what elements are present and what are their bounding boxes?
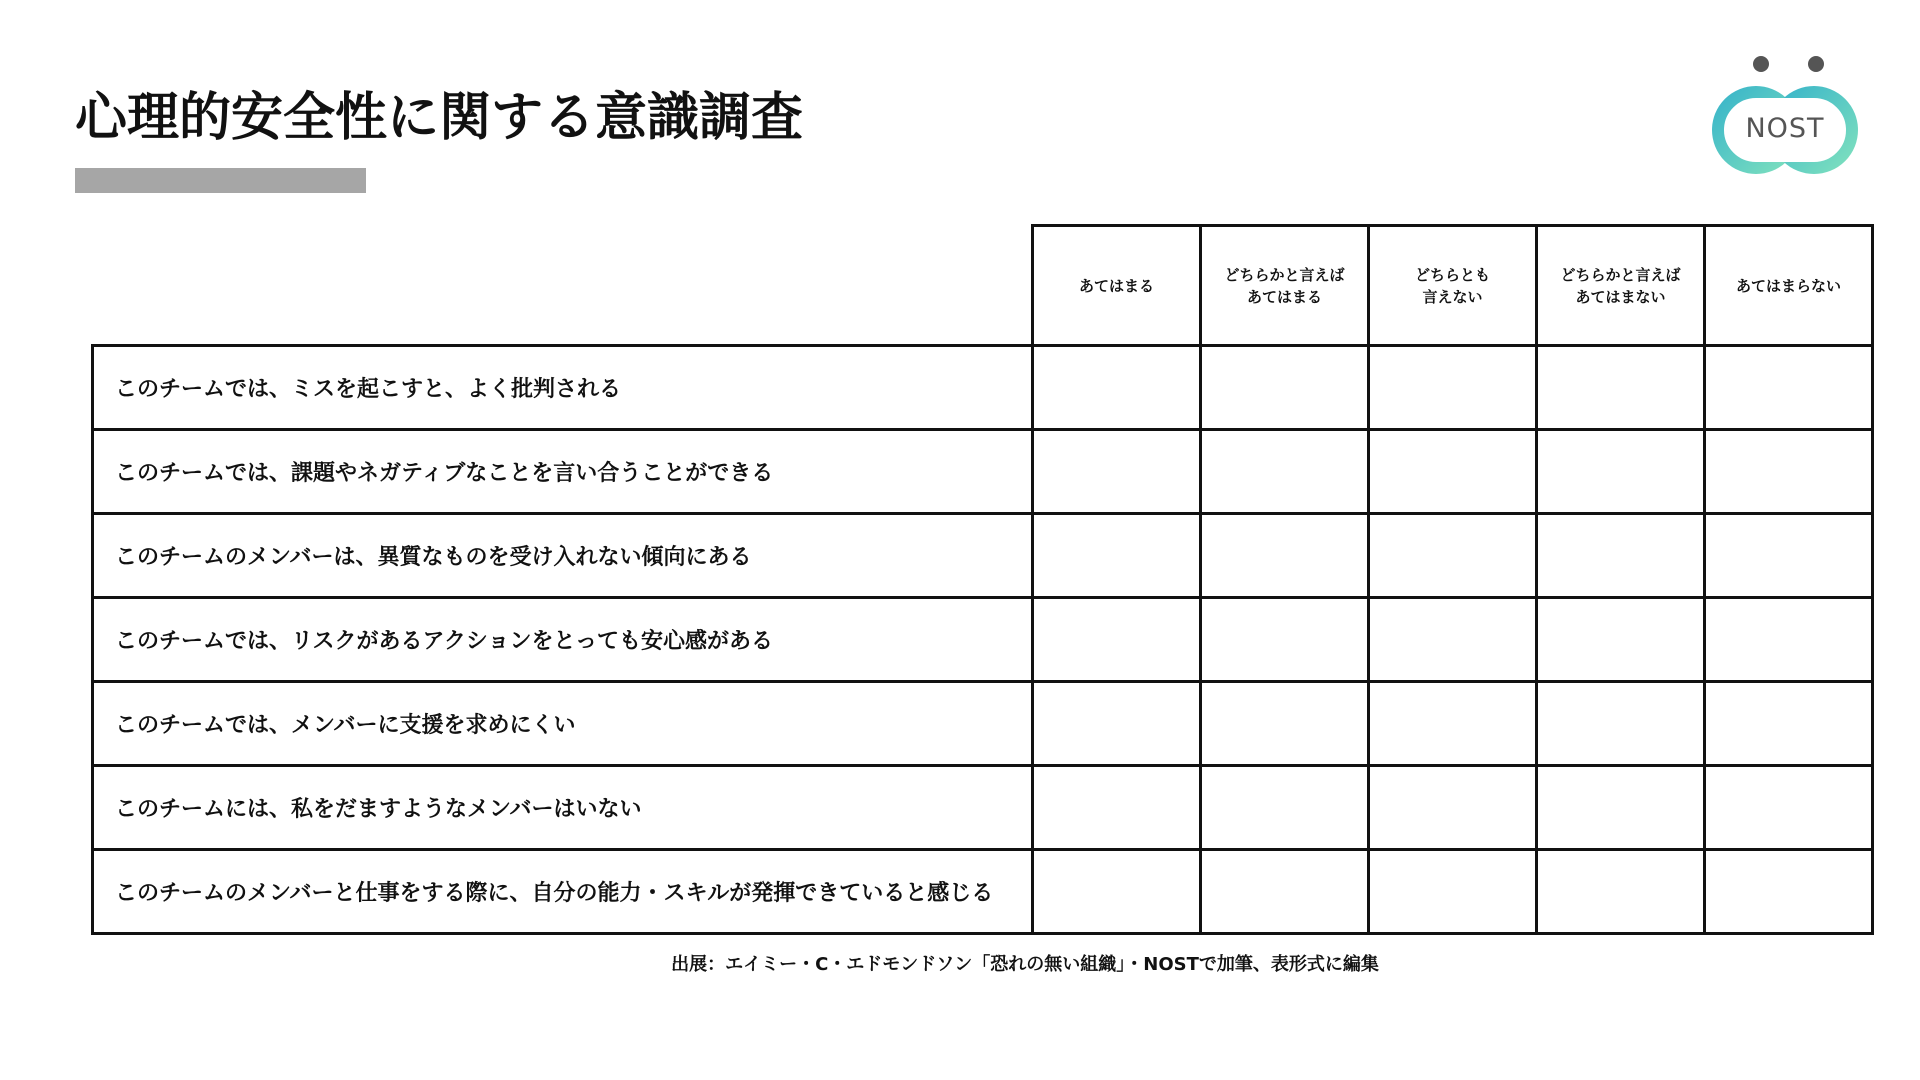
logo-text: NOST	[1745, 113, 1825, 144]
question-text: このチームでは、ミスを起こすと、よく批判される	[93, 346, 1033, 430]
column-header: どちらかと言えば あてはまる	[1201, 226, 1369, 346]
answer-cell[interactable]	[1705, 430, 1873, 514]
answer-cell[interactable]	[1033, 850, 1201, 934]
header-blank-cell	[93, 226, 1033, 346]
answer-cell[interactable]	[1537, 682, 1705, 766]
answer-cell[interactable]	[1705, 598, 1873, 682]
table-row	[93, 430, 1873, 514]
question-text: このチームでは、メンバーに支援を求めにくい	[93, 682, 1033, 766]
title-underline	[75, 168, 366, 193]
source-citation: 出展：エイミー・C・エドモンドソン「恐れの無い組織」・NOSTで加筆、表形式に編集	[671, 954, 1379, 975]
answer-cell[interactable]	[1369, 430, 1537, 514]
table-header-row	[93, 226, 1873, 346]
table-row	[93, 598, 1873, 682]
answer-cell[interactable]	[1033, 346, 1201, 430]
nost-logo	[1712, 48, 1868, 188]
table-row	[93, 346, 1873, 430]
answer-cell[interactable]	[1201, 346, 1369, 430]
column-header: あてはまらない	[1705, 226, 1873, 346]
answer-cell[interactable]	[1369, 850, 1537, 934]
logo-dot-right	[1808, 56, 1824, 72]
answer-cell[interactable]	[1369, 766, 1537, 850]
answer-cell[interactable]	[1033, 514, 1201, 598]
question-text: このチームには、私をだますようなメンバーはいない	[93, 766, 1033, 850]
answer-cell[interactable]	[1033, 598, 1201, 682]
answer-cell[interactable]	[1537, 766, 1705, 850]
answer-cell[interactable]	[1369, 682, 1537, 766]
answer-cell[interactable]	[1705, 514, 1873, 598]
table-row	[93, 850, 1873, 934]
answer-cell[interactable]	[1369, 514, 1537, 598]
page-title: 心理的安全性に関する意識調査	[75, 88, 804, 148]
answer-cell[interactable]	[1201, 430, 1369, 514]
answer-cell[interactable]	[1369, 598, 1537, 682]
table-row	[93, 514, 1873, 598]
table-row	[93, 682, 1873, 766]
logo-dot-left	[1753, 56, 1769, 72]
answer-cell[interactable]	[1537, 514, 1705, 598]
column-header: どちらかと言えば あてはまない	[1537, 226, 1705, 346]
answer-cell[interactable]	[1201, 514, 1369, 598]
answer-cell[interactable]	[1705, 682, 1873, 766]
question-text: このチームのメンバーは、異質なものを受け入れない傾向にある	[93, 514, 1033, 598]
answer-cell[interactable]	[1537, 598, 1705, 682]
answer-cell[interactable]	[1537, 430, 1705, 514]
column-header: どちらとも 言えない	[1369, 226, 1537, 346]
answer-cell[interactable]	[1033, 766, 1201, 850]
question-text: このチームでは、リスクがあるアクションをとっても安心感がある	[93, 598, 1033, 682]
answer-cell[interactable]	[1201, 850, 1369, 934]
survey-table	[91, 224, 1874, 935]
answer-cell[interactable]	[1201, 598, 1369, 682]
answer-cell[interactable]	[1201, 682, 1369, 766]
question-text: このチームでは、課題やネガティブなことを言い合うことができる	[93, 430, 1033, 514]
answer-cell[interactable]	[1705, 766, 1873, 850]
answer-cell[interactable]	[1033, 430, 1201, 514]
question-text: このチームのメンバーと仕事をする際に、自分の能力・スキルが発揮できていると感じる	[93, 850, 1033, 934]
answer-cell[interactable]	[1537, 850, 1705, 934]
column-header: あてはまる	[1033, 226, 1201, 346]
answer-cell[interactable]	[1705, 346, 1873, 430]
answer-cell[interactable]	[1033, 682, 1201, 766]
answer-cell[interactable]	[1537, 346, 1705, 430]
answer-cell[interactable]	[1201, 766, 1369, 850]
answer-cell[interactable]	[1369, 346, 1537, 430]
answer-cell[interactable]	[1705, 850, 1873, 934]
table-row	[93, 766, 1873, 850]
